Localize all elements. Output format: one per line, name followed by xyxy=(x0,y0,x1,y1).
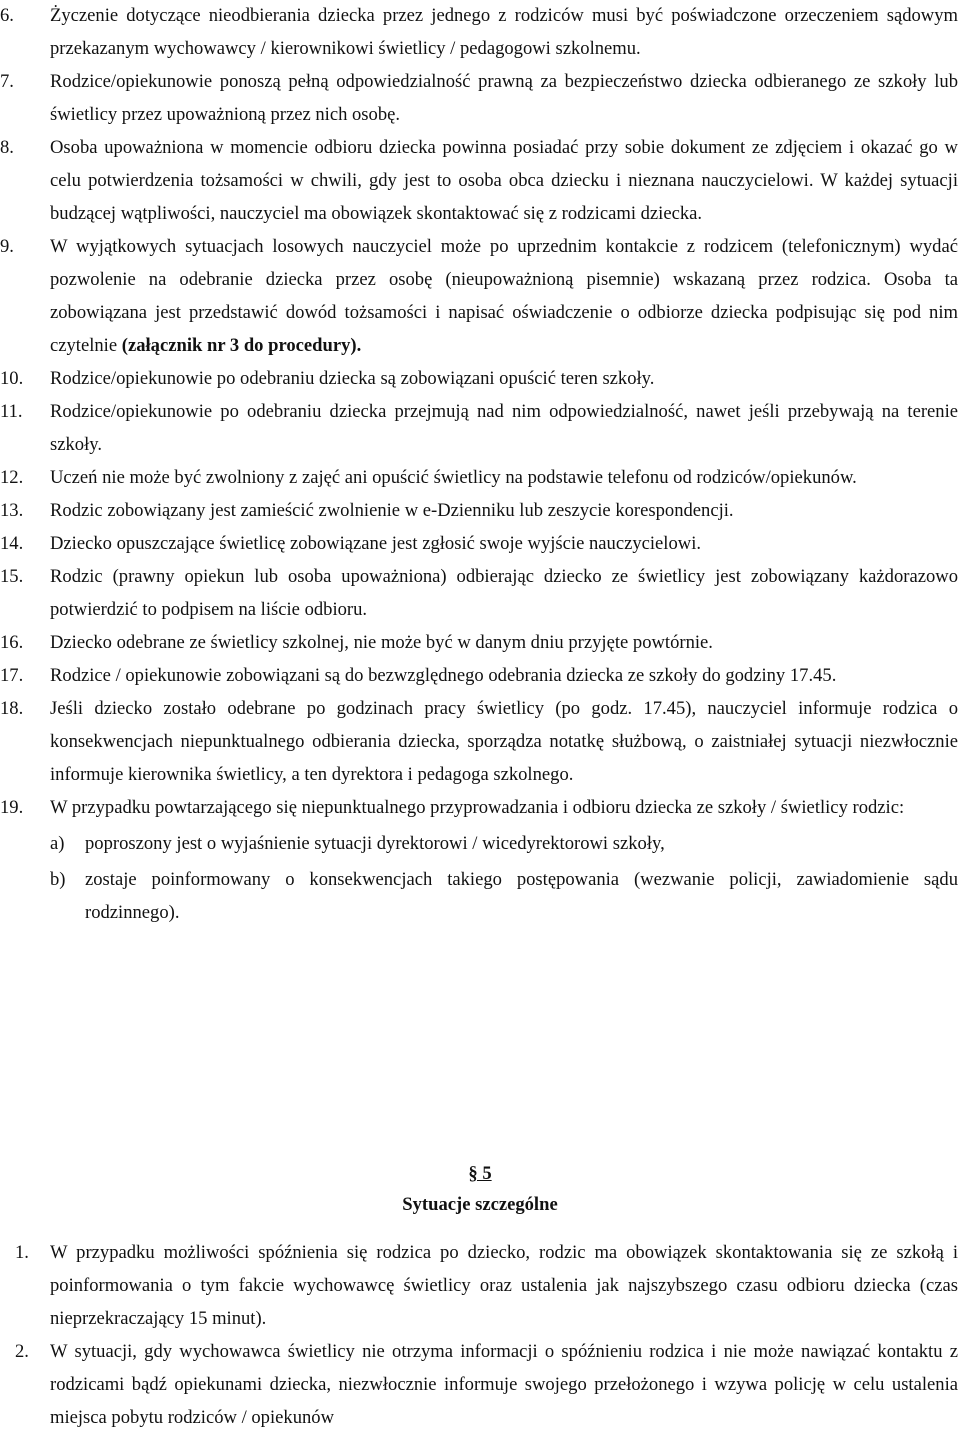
sub-item-letter: b) xyxy=(50,869,66,890)
item-number: 10. xyxy=(0,368,24,389)
list-item xyxy=(0,0,960,65)
list-item xyxy=(0,131,960,230)
list-item xyxy=(0,626,960,659)
item-text-bold: (załącznik nr 3 do procedury). xyxy=(121,335,362,356)
list-item xyxy=(0,1335,960,1434)
list-item xyxy=(0,659,960,692)
item-text: W wyjątkowych sytuacjach losowych nauczyciel może po uprzednim kontakcie z rodzicem (telefonicznym) wydać pozwolenie na odebranie dziecka przez osobę (nieupoważnioną pisemnie) wskazaną przez rodzica. Osoba ta zobowiązana jest przedstawić dowód tożsamości i napisać oświadczenie o odbiorze dziecka podpisując się pod nim czytelnie xyxy=(50,236,958,356)
item-text: Uczeń nie może być zwolniony z zajęć ani opuścić świetlicy na podstawie telefonu od rodziców/opiekunów. xyxy=(50,467,857,488)
item-number: 11. xyxy=(0,401,23,422)
list-item xyxy=(0,527,960,560)
sub-item-text: zostaje poinformowany o konsekwencjach takiego postępowania (wezwanie policji, zawiadomienie sądu rodzinnego). xyxy=(85,869,958,923)
list-item xyxy=(0,791,960,824)
item-text: Rodzice / opiekunowie zobowiązani są do bezwzględnego odebrania dziecka ze szkoły do godziny 17.45. xyxy=(50,665,837,686)
special-situations-list xyxy=(0,1236,960,1434)
sub-list-item xyxy=(0,827,960,860)
item-text: Rodzic (prawny opiekun lub osoba upoważniona) odbierając dziecko ze świetlicy jest zobowiązany każdorazowo potwierdzić to podpisem na liście odbioru. xyxy=(50,566,958,620)
item-number: 15. xyxy=(0,566,24,587)
item-text: Życzenie dotyczące nieodbierania dziecka przez jednego z rodziców musi być poświadczone orzeczeniem sądowym przekazanym wychowawcy / kierownikowi świetlicy / pedagogowi szkolnemu. xyxy=(50,5,958,59)
item-number: 8. xyxy=(0,137,14,158)
list-item xyxy=(0,395,960,461)
sub-item-letter: a) xyxy=(50,833,65,854)
item-number: 6. xyxy=(0,5,14,26)
item-text: Jeśli dziecko zostało odebrane po godzinach pracy świetlicy (po godz. 17.45), nauczyciel informuje rodzica o konsekwencjach niepunktualnego odbierania dziecka, sporządza notatkę służbową, o zaistniałej sytuacji niezwłocznie informuje kierownika świetlicy, a ten dyrektora i pedagoga szkolnego. xyxy=(50,698,958,785)
list-item xyxy=(0,362,960,395)
item-text: W przypadku możliwości spóźnienia się rodzica po dziecko, rodzic ma obowiązek skontaktowania się ze szkołą i poinformowania o tym fakcie wychowawcę świetlicy oraz ustalenia jak najszybszego czasu odbioru dziecka (czas nieprzekraczający 15 minut). xyxy=(50,1242,958,1329)
list-item xyxy=(0,494,960,527)
item-text: Dziecko odebrane ze świetlicy szkolnej, nie może być w danym dniu przyjęte powtórnie. xyxy=(50,632,713,653)
item-number: 13. xyxy=(0,500,24,521)
item-number: 18. xyxy=(0,698,24,719)
item-text: Rodzice/opiekunowie po odebraniu dziecka przejmują nad nim odpowiedzialność, nawet jeśli przebywają na terenie szkoły. xyxy=(50,401,958,455)
list-item xyxy=(0,65,960,131)
item-text: Osoba upoważniona w momencie odbioru dziecka powinna posiadać przy sobie dokument ze zdjęciem i okazać go w celu potwierdzenia tożsamości w chwili, gdy jest to osoba obca dziecku i nieznana nauczycielowi. W każdej sytuacji budzącej wątpliwości, nauczyciel ma obowiązek skontaktować się z rodzicami dziecka. xyxy=(50,137,958,224)
list-item xyxy=(0,1236,960,1335)
item-number: 19. xyxy=(0,797,24,818)
section-number xyxy=(0,1157,960,1190)
item-text: W sytuacji, gdy wychowawca świetlicy nie otrzyma informacji o spóźnieniu rodzica i nie może nawiązać kontaktu z rodzicami bądź opiekunami dziecka, niezwłocznie informuje swojego przełożonego i wzywa policję w celu ustalenia miejsca pobytu rodziców / opiekunów xyxy=(50,1341,958,1428)
item-text: Dziecko opuszczające świetlicę zobowiązane jest zgłosić swoje wyjście nauczycielowi. xyxy=(50,533,702,554)
list-item xyxy=(0,230,960,362)
item-number: 1. xyxy=(15,1242,29,1263)
sub-list-item xyxy=(0,863,960,929)
list-item xyxy=(0,560,960,626)
sub-list xyxy=(0,827,960,929)
item-number: 9. xyxy=(0,236,14,257)
item-text: Rodzice/opiekunowie ponoszą pełną odpowiedzialność prawną za bezpieczeństwo dziecka odbieranego ze szkoły lub świetlicy przez upoważnioną przez nich osobę. xyxy=(50,71,958,125)
item-text: Rodzice/opiekunowie po odebraniu dziecka są zobowiązani opuścić teren szkoły. xyxy=(50,368,655,389)
list-item xyxy=(0,692,960,791)
item-text: W przypadku powtarzającego się niepunktualnego przyprowadzania i odbioru dziecka ze szkoły / świetlicy rodzic: xyxy=(50,797,905,818)
sub-item-text: poproszony jest o wyjaśnienie sytuacji dyrektorowi / wicedyrektorowi szkoły, xyxy=(85,833,665,854)
item-text: Rodzic zobowiązany jest zamieścić zwolnienie w e-Dzienniku lub zeszycie korespondencji. xyxy=(50,500,734,521)
item-number: 17. xyxy=(0,665,24,686)
section-number-text: § 5 xyxy=(468,1163,492,1184)
item-number: 12. xyxy=(0,467,24,488)
section-title: Sytuacje szczególne xyxy=(402,1194,558,1215)
item-number: 16. xyxy=(0,632,24,653)
item-number: 7. xyxy=(0,71,14,92)
item-number: 14. xyxy=(0,533,24,554)
list-item xyxy=(0,461,960,494)
item-number: 2. xyxy=(15,1341,29,1362)
